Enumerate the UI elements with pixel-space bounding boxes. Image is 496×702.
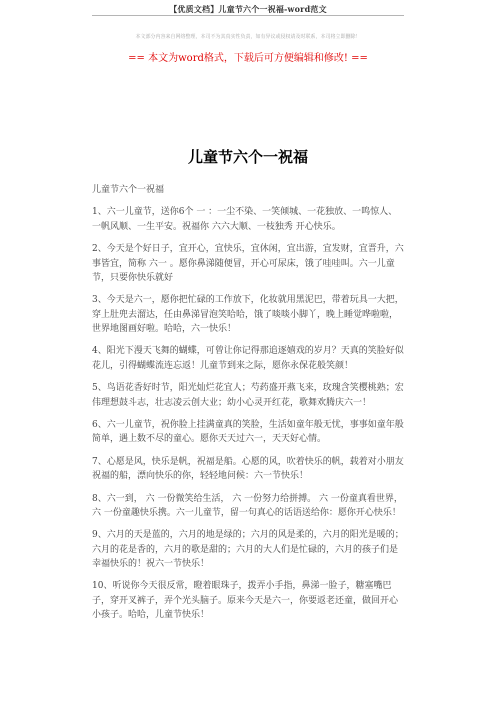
body-paragraph: 1、六一儿童节，送你6个 一 ：一尘不染、一笑倾城、一花独放、一鸣惊人、一帆风顺、一生平安。祝福你 六六大顺、一枝独秀 开心快乐。 <box>92 207 398 232</box>
article-title: 儿童节六个一祝福 <box>187 148 308 166</box>
body-paragraph: 8、六一到， 六 一份微笑给生活， 六 一份努力给拼搏。 六 一份童真看世界， 六 一份童趣快乐携。六一儿童节，留一句真心的话语送给你：愿你开心快乐！ <box>92 493 403 518</box>
body-paragraph: 7、心愿是风，快乐是帆，祝福是船。心愿的风，吹着快乐的帆，载着对小朋友祝福的船，漂向快乐的你，轻轻地问候：六一节快乐！ <box>92 456 404 482</box>
body-paragraph: 5、鸟语花香好时节，阳光灿烂花宜人；芍药盛开燕飞来，玫瑰含笑樱桃熟；宏伟理想鼓斗志，壮志凌云创大业；幼小心灵开红花，歌舞欢腾庆六一！ <box>92 383 404 408</box>
format-notice: == 本文为word格式，下载后可方便编辑和修改! == <box>128 53 368 64</box>
article-body <box>92 183 406 630</box>
document-header-title: 【优质文档】儿童节六个一祝福-word范文 <box>169 4 327 14</box>
disclaimer-text: 本文部分内容来自网络整理，本司不为其真实性负责，如有异议或侵权请及时联系，本司将立即删除！ <box>135 34 361 40</box>
header-divider <box>92 15 404 16</box>
body-paragraph: 6、六一儿童节，祝你脸上挂满童真的笑脸，生活如童年般无忧，事事如童年般简单，遇上数不尽的童心。愿你天天过六一，天天好心情。 <box>92 419 404 445</box>
body-paragraph: 3、今天是六一，愿你把忙碌的工作放下，化妆就用黑泥巴，带着玩具一大把，穿上肚兜去溜达，任由鼻涕冒泡笑哈哈，饿了啖啖小脚丫，晚上睡觉哗啦啦，世界地图画好啦。哈哈，六一快乐！ <box>92 295 404 334</box>
body-paragraph: 9、六月的天是蓝的，六月的地是绿的；六月的风是柔的，六月的阳光是暖的；六月的花是香的，六月的歌是甜的；六月的大人们是忙碌的，六月的孩子们是幸福快乐的！祝六一节快乐！ <box>92 530 404 569</box>
body-paragraph: 2、今天是个好日子，宜开心，宜快乐，宜休闲，宜出游，宜发财，宜晋升，六事皆宜，简称 六一 。愿你鼻涕随便冒，开心可尿床，饿了哇哇叫。六一儿童节，只要你快乐就好 <box>92 244 404 283</box>
body-paragraph: 10、听说你今天很反常，瞪着眼珠子，拨弄小手指，鼻涕一脸子，糖塞嘴巴子，穿开叉裤子，弄个光头脑子。原来今天是六一，你要返老还童，做回开心小孩子。哈哈，儿童节快乐！ <box>92 581 399 620</box>
body-paragraph: 4、阳光下漫天飞舞的蝴蝶，可曾让你记得那追逐嬉戏的岁月？天真的笑脸好似花儿，引得蝴蝶流连忘返！儿童节到来之际，愿你永保花般笑颜！ <box>92 346 404 371</box>
body-paragraph: 儿童节六个一祝福 <box>92 185 165 195</box>
